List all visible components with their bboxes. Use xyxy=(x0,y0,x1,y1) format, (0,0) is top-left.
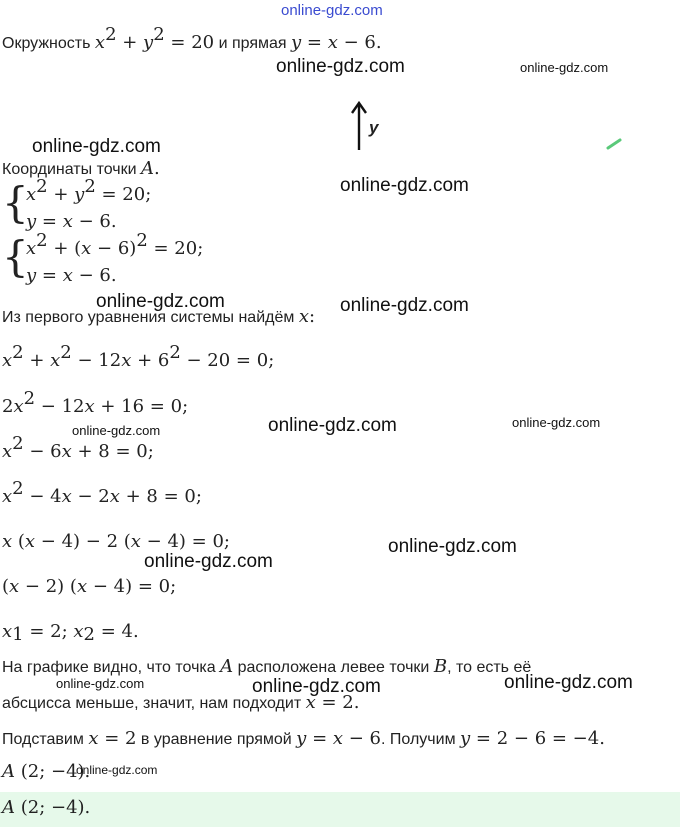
axis-label: y xyxy=(369,118,379,137)
graph-text-line2: абсцисса меньше, значит, нам подходит x = 2. xyxy=(2,692,360,713)
equation-4: $x^2 - 4x - 2x + 8 = 0$; xyxy=(2,478,202,507)
watermark: online-gdz.com xyxy=(340,175,469,196)
watermark: online-gdz.com xyxy=(56,676,145,691)
watermark: online-gdz.com xyxy=(512,415,601,430)
equation-roots: $x_1 = 2$; $x_2 = 4$. xyxy=(2,621,139,645)
coords-line: Координаты точки A. xyxy=(2,158,160,179)
watermark: online-gdz.com xyxy=(144,551,273,572)
watermark: online-gdz.com xyxy=(340,295,469,316)
watermark: online-gdz.com xyxy=(32,136,161,157)
watermark: online-gdz.com xyxy=(268,415,397,436)
system1-eq1: $x^2 + y^2 = 20$; xyxy=(26,176,152,205)
watermark: online-gdz.com xyxy=(276,56,405,77)
graph-text-line1: На графике видно, что точка A расположена левее точки B, то есть её xyxy=(2,656,532,677)
equation-3: $x^2 - 6x + 8 = 0$; xyxy=(2,433,154,462)
find-x-line: Из первого уравнения системы найдём x: xyxy=(2,306,316,327)
watermark-top: online-gdz.com xyxy=(281,2,383,19)
system2-eq1: $x^2 + (x - 6)^2 = 20$; xyxy=(26,230,204,259)
watermark: online-gdz.com xyxy=(252,676,381,697)
watermark: online-gdz.com xyxy=(96,291,225,312)
intro-line: Окружность $x^2 + y^2 = 20$ и прямая y = x − 6. xyxy=(2,24,382,53)
watermark: online-gdz.com xyxy=(76,763,158,777)
substitute-line: Подставим x = 2 в уравнение прямой y = x − 6. Получим y = 2 − 6 = −4. xyxy=(2,728,605,749)
watermark: online-gdz.com xyxy=(388,536,517,557)
equation-2: $2x^2 - 12x + 16 = 0$; xyxy=(2,388,189,417)
watermark: online-gdz.com xyxy=(504,672,633,693)
system-brace: { xyxy=(2,178,29,227)
equation-1: $x^2 + x^2 - 12x + 6^2 - 20 = 0$; xyxy=(2,342,275,371)
watermark: online-gdz.com xyxy=(520,60,609,75)
system2-eq2: y = x − 6. xyxy=(26,265,117,286)
watermark: online-gdz.com xyxy=(72,423,161,438)
equation-6: (x − 2) (x − 4) = 0; xyxy=(2,576,177,597)
equation-5: x (x − 4) − 2 (x − 4) = 0; xyxy=(2,531,230,552)
answer-line: A (2; −4). xyxy=(2,797,91,818)
system1-eq2: y = x − 6. xyxy=(26,211,117,232)
result-line: A (2; −4). xyxy=(2,761,91,782)
system-brace: { xyxy=(2,232,29,281)
answer-box xyxy=(0,792,680,827)
pen-mark-icon xyxy=(606,138,622,150)
